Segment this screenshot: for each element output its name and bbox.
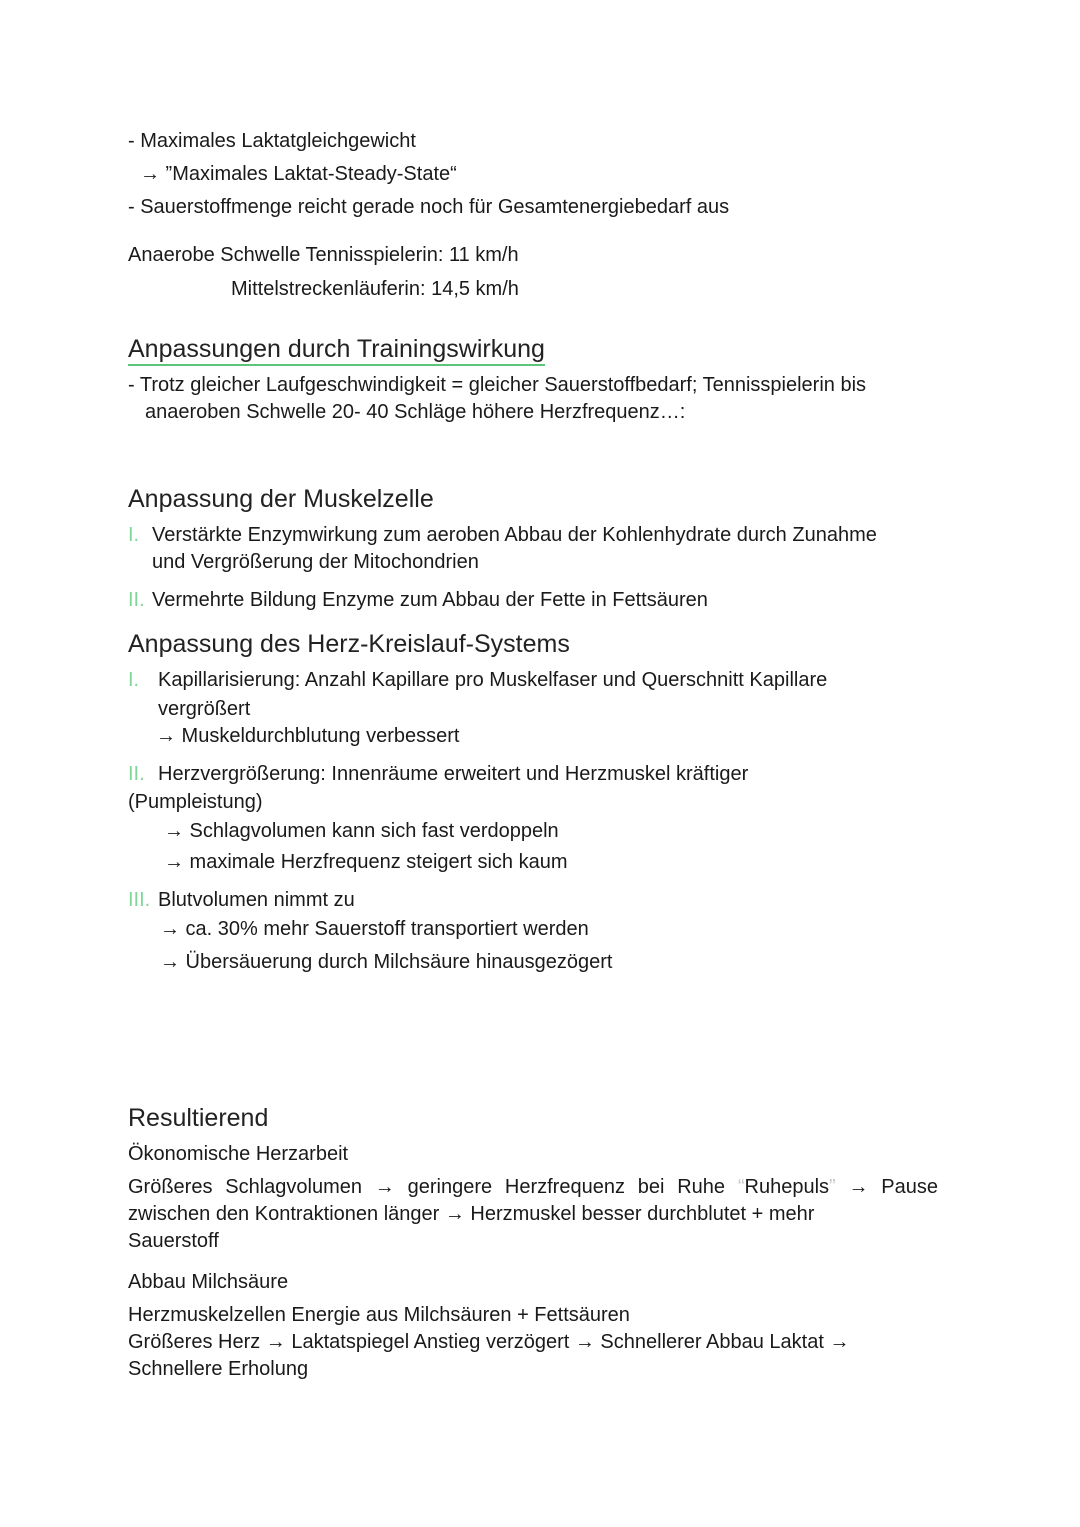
heading-result: Resultierend bbox=[128, 1104, 269, 1132]
herz-item-2-num: II. bbox=[128, 763, 145, 785]
intro-line-3: - Sauerstoffmenge reicht gerade noch für Gesamtenergiebedarf aus bbox=[128, 196, 730, 218]
muskel-item-2-text: Vermehrte Bildung Enzyme zum Abbau der Fette in Fettsäuren bbox=[152, 589, 708, 611]
muskel-item-1-num: I. bbox=[128, 524, 140, 546]
herz-item-3-result-1: → ca. 30% mehr Sauerstoff transportiert werden bbox=[160, 918, 589, 940]
result-p1-text-a: Größeres Schlagvolumen → geringere Herzfrequenz bei Ruhe bbox=[128, 1176, 738, 1198]
herz-item-1-text: Kapillarisierung: Anzahl Kapillare pro Muskelfaser und Querschnitt Kapillare bbox=[158, 669, 828, 691]
heading-muskelzelle: Anpassung der Muskelzelle bbox=[128, 485, 434, 513]
result-sub-herzarbeit: Ökonomische Herzarbeit bbox=[128, 1143, 349, 1165]
intro-line-2: → ”Maximales Laktat-Steady-State“ bbox=[140, 163, 457, 185]
result-p1-text-c: → Pause bbox=[835, 1176, 939, 1198]
training-line-2: anaeroben Schwelle 20- 40 Schläge höhere Herzfrequenz…: bbox=[145, 401, 686, 423]
threshold-tennis: Anaerobe Schwelle Tennisspielerin: 11 km/h bbox=[128, 244, 519, 266]
herz-item-3 bbox=[128, 888, 355, 912]
herz-item-1-result: → Muskeldurchblutung verbessert bbox=[156, 725, 460, 747]
result-p1-line-2: zwischen den Kontraktionen länger → Herzmuskel besser durchblutet + mehr bbox=[128, 1203, 815, 1225]
herz-item-2-cont: (Pumpleistung) bbox=[128, 791, 263, 813]
result-p2-line-1: Herzmuskelzellen Energie aus Milchsäuren + Fettsäuren bbox=[128, 1304, 630, 1326]
result-p1-line-1 bbox=[128, 1175, 938, 1199]
herz-item-1-num: I. bbox=[128, 669, 140, 691]
result-p1-quote-close: ” bbox=[829, 1176, 836, 1198]
heading-herz: Anpassung des Herz-Kreislauf-Systems bbox=[128, 630, 570, 658]
herz-item-2-result-1: → Schlagvolumen kann sich fast verdoppeln bbox=[164, 820, 559, 842]
intro-line-1: - Maximales Laktatgleichgewicht bbox=[128, 130, 416, 152]
herz-item-1 bbox=[128, 668, 827, 692]
result-p2-line-2: Größeres Herz → Laktatspiegel Anstieg verzögert → Schnellerer Abbau Laktat → bbox=[128, 1331, 850, 1353]
muskel-item-1 bbox=[128, 523, 877, 547]
muskel-item-2-num: II. bbox=[128, 589, 145, 611]
training-line-1: - Trotz gleicher Laufgeschwindigkeit = gleicher Sauerstoffbedarf; Tennisspielerin bis bbox=[128, 374, 867, 396]
muskel-item-2 bbox=[128, 588, 708, 612]
herz-item-1-cont: vergrößert bbox=[158, 698, 251, 720]
herz-item-3-num: III. bbox=[128, 889, 151, 911]
herz-item-3-result-2: → Übersäuerung durch Milchsäure hinausgezögert bbox=[160, 951, 613, 973]
result-p1-ruhepuls: Ruhepuls bbox=[744, 1176, 830, 1198]
result-p2-line-3: Schnellere Erholung bbox=[128, 1358, 309, 1380]
heading-training bbox=[128, 334, 545, 364]
muskel-item-1-text: Verstärkte Enzymwirkung zum aeroben Abbau der Kohlenhydrate durch Zunahme bbox=[152, 524, 877, 546]
herz-item-2-text: Herzvergrößerung: Innenräume erweitert und Herzmuskel kräftiger bbox=[158, 763, 749, 785]
threshold-runner: Mittelstreckenläuferin: 14,5 km/h bbox=[231, 278, 519, 300]
heading-training-text: Anpassungen durch Trainingswirkung bbox=[128, 335, 545, 366]
herz-item-3-text: Blutvolumen nimmt zu bbox=[158, 889, 355, 911]
herz-item-2 bbox=[128, 762, 748, 786]
result-p1-line-3: Sauerstoff bbox=[128, 1230, 219, 1252]
result-p1-quote-open: “ bbox=[737, 1176, 745, 1198]
result-sub-milchsaeure: Abbau Milchsäure bbox=[128, 1271, 289, 1293]
muskel-item-1-cont: und Vergrößerung der Mitochondrien bbox=[152, 551, 479, 573]
herz-item-2-result-2: → maximale Herzfrequenz steigert sich kaum bbox=[164, 851, 568, 873]
